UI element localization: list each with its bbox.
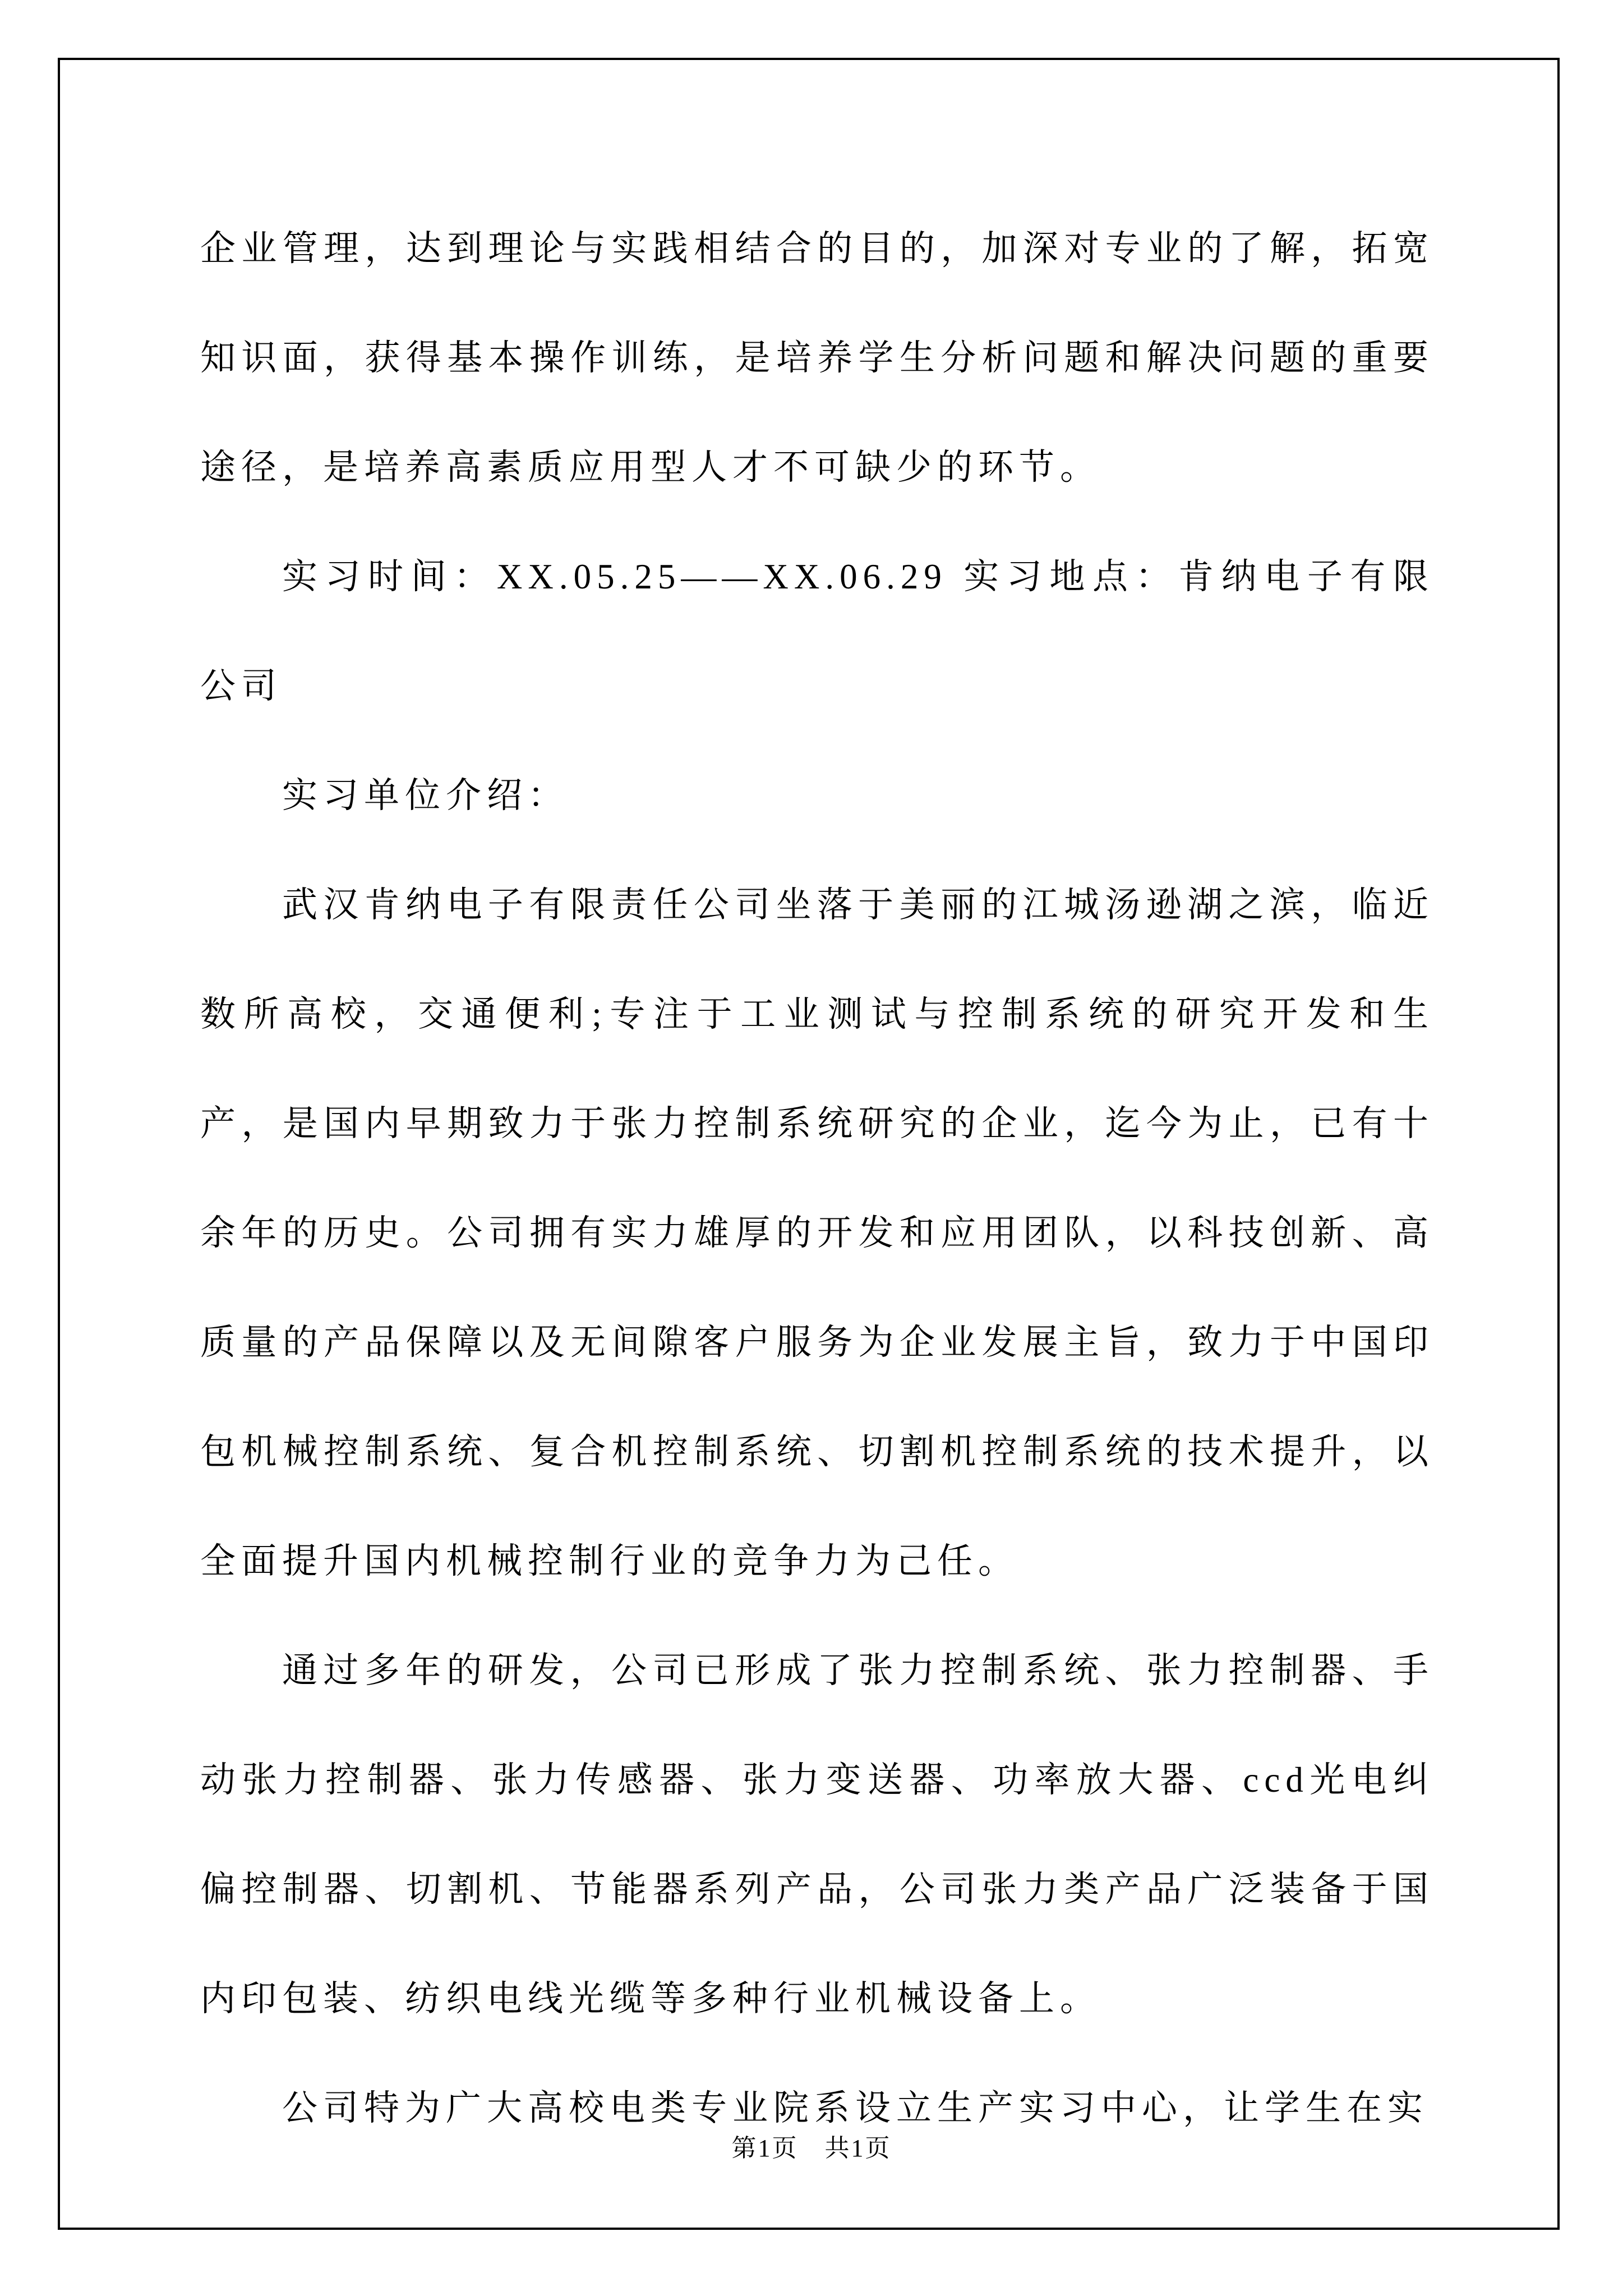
page-number-label: 第1页 共1页 [731,2134,892,2162]
paragraph: 武汉肯纳电子有限责任公司坐落于美丽的江城汤逊湖之滨，临近数所高校，交通便利;专注于工业测试与控制系统的研究开发和生产，是国内早期致力于张力控制系统研究的企业，迄今为止，已有十余年的历史。公司拥有实力雄厚的开发和应用团队，以科技创新、高质量的产品保障以及无间隙客户服务为企业发展主旨，致力于中国印包机械控制系统、复合机控制系统、切割机控制系统的技术提升，以全面提升国内机械控制行业的竞争力为己任。 [200,885,1434,1581]
document-body [200,194,1434,2163]
paragraph: 实习时间：XX.05.25——XX.06.29 实习地点：肯纳电子有限公司 [200,557,1434,706]
paragraph: 企业管理，达到理论与实践相结合的目的，加深对专业的了解，拓宽知识面，获得基本操作训练，是培养学生分析问题和解决问题的重要途径，是培养高素质应用型人才不可缺少的环节。 [200,229,1434,487]
paragraph: 实习单位介绍： [282,776,569,815]
paragraph: 公司特为广大高校电类专业院系设立生产实习中心，让学生在实 [282,2088,1428,2128]
page-footer [0,2132,1623,2165]
paragraph: 通过多年的研发，公司已形成了张力控制系统、张力控制器、手动张力控制器、张力传感器、张力变送器、功率放大器、ccd光电纠偏控制器、切割机、节能器系列产品，公司张力类产品广泛装备于国内印包装、纺织电线光缆等多种行业机械设备上。 [200,1651,1434,2018]
